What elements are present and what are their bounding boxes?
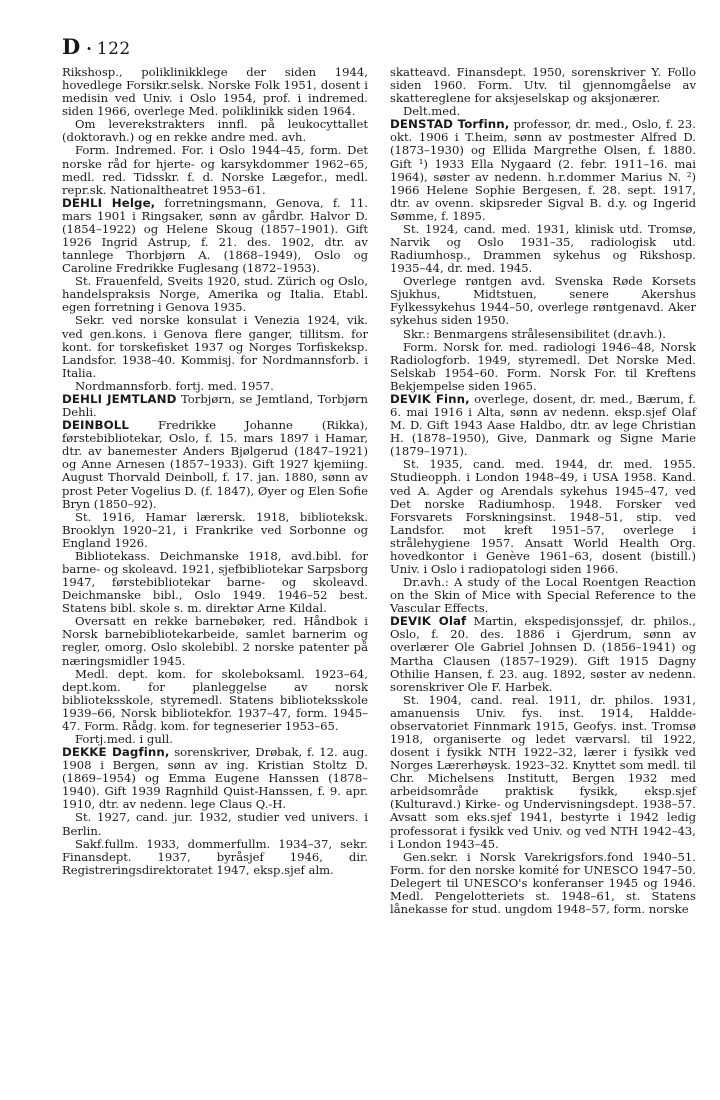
paragraph: Oversatt en rekke barnebøker, red. Håndbok i Norsk barnebibliotekarbeide, samlet barnerim og regler, omorg. Oslo skolebibl. 2 norske patenter på næringsmidler 1945.	[62, 614, 368, 668]
biography-entry	[62, 393, 368, 419]
paragraph: Sakf.fullm. 1933, dommerfullm. 1934–37, sekr. Finansdept. 1937, byråsjef 1946, dir. Registreringsdirektoratet 1947, eksp.sjef alm.	[62, 836, 368, 877]
biography-entry	[390, 615, 696, 693]
paragraph: Form. Indremed. For. i Oslo 1944–45, form. Det norske råd for hjerte- og karsykdommer 1962–65, medl. red. Tidsskr. f. d. Norske Lægefor., medl. repr.sk. Nationaltheatret 1953–61.	[62, 143, 368, 197]
paragraph: Dr.avh.: A study of the Local Roentgen Reaction on the Skin of Mice with Special Reference to the Vascular Effects.	[390, 575, 696, 616]
paragraph: Medl. dept. kom. for skoleboksaml. 1923–64, dept.kom. for planleggelse av norsk biblioteksskole, styremedl. Statens biblioteksskole 1939–66, Norsk bibliotekfor. 1937–47, form. 1945–47. Form. Rådg. kom. for tegneserier 1953–65.	[62, 666, 368, 733]
entry-text: forretningsmann, Genova, f. 11. mars 1901 i Ringsaker, sønn av gårdbr. Halvor D. (1854–1922) og Helene Skoug (1857–1901). Gift 1926 Ingrid Astrup, f. 21. des. 1902, dtr. av tannlege Thorbjørn A. (1868–1949), Oslo og Caroline Fredrikke Fuglesang (1872–1953).	[62, 195, 368, 276]
entry-headword: DENSTAD Torfinn,	[390, 117, 510, 132]
entry-headword: DEHLI JEMTLAND	[62, 391, 177, 406]
entry-headword: DEINBOLL	[62, 418, 129, 433]
entry-text: Martin, ekspedisjonssjef, dr. philos., Oslo, f. 20. des. 1886 i Gjerdrum, sønn av overlærer Ole Gabriel Johnsen D. (1856–1941) og Martha Clausen (1857–1929). Gift 1915 Dagny Othilie Hansen, f. 23. aug. 1892, søster av nedenn. sorenskriver Ole F. Harbek.	[390, 614, 696, 694]
paragraph: St. 1927, cand. jur. 1932, studier ved univers. i Berlin.	[62, 810, 368, 838]
section-letter: D	[62, 34, 81, 59]
header-separator: ·	[86, 39, 92, 58]
entry-headword: DEVIK Olaf	[390, 614, 467, 629]
paragraph: St. 1904, cand. real. 1911, dr. philos. 1931, amanuensis Univ. fys. inst. 1914, Haldde-observatoriet Finnmark 1915, Geofys. inst. Tromsø 1918, organiserte og ledet værvarsl. til 1922, dosent i fysikk NTH 1922–32, lærer i fysikk ved Norges Lærerhøysk. 1923–32. Knyttet som medl. til Chr. Michelsens Institutt, Bergen 1932 med arbeidsområde praktisk fysikk, eksp.sjef (Kulturavd.) Kirke- og Undervisningsdept. 1938–57. Avsatt som eks.sjef 1941, bestyrte i 1942 ledig professorat i fysikk ved Univ. og ved NTH 1942–43, i London 1943–45.	[390, 692, 696, 851]
paragraph: Nordmannsforb. fortj. med. 1957.	[75, 378, 274, 393]
paragraph: St. 1916, Hamar lærersk. 1918, biblioteksk. Brooklyn 1920–21, i Frankrike ved Sorbonne og England 1926.	[62, 509, 368, 550]
page-number: 122	[96, 39, 131, 59]
entry-headword: DEHLI Helge,	[62, 195, 156, 210]
biography-entry	[62, 746, 368, 811]
paragraph: Skr.: Benmargens strålesensibilitet (dr.avh.).	[403, 326, 666, 341]
biography-entry	[62, 419, 368, 511]
page-header	[62, 34, 131, 59]
entry-text: professor, dr. med., Oslo, f. 23. okt. 1906 i T.heim, sønn av postmester Alfred D. (1873–1930) og Ellida Margrethe Olsen, f. 1880. Gift ¹) 1933 Ella Nygaard (2. febr. 1911–16. mai 1964), søster av nedenn. h.r.dommer Marius N. ²) 1966 Helene Sophie Bergesen, f. 28. sept. 1917, dtr. av ovenn. skipsreder Sigval B. d.y. og Ingerid Sømme, f. 1895.	[390, 117, 696, 223]
paragraph: Overlege røntgen avd. Svenska Røde Korsets Sjukhus, Midtstuen, senere Akershus Fylkessykehus 1944–50, overlege røntgenavd. Aker sykehus siden 1950.	[390, 274, 696, 328]
paragraph: St. 1924, cand. med. 1931, klinisk utd. Tromsø, Narvik og Oslo 1931–35, radiologisk utd. Radiumhosp., Drammen sykehus og Rikshosp. 1935–44, dr. med. 1945.	[390, 221, 696, 276]
paragraph: Delt.med.	[403, 104, 461, 119]
continued-paragraph: Rikshosp., poliklinikklege der siden 1944, hovedlege Forsikr.selsk. Norske Folk 1951, dosent i medisin ved Univ. i Oslo 1954, prof. i indremed. siden 1966, overlege Med. poliklinikk siden 1964.	[62, 65, 368, 119]
biography-entry	[390, 393, 696, 458]
entry-headword: DEKKE Dagfinn,	[62, 745, 170, 760]
paragraph: Bibliotekass. Deichmanske 1918, avd.bibl. for barne- og skoleavd. 1921, sjefbibliotekar Sarpsborg 1947, førstebibliotekar barne- og skoleavd. Deichmanske bibl., Oslo 1949. 1946–52 best. Statens bibl. skole s. m. direktør Arne Kildal.	[62, 548, 368, 616]
biography-entry	[390, 118, 696, 223]
paragraph: Gen.sekr. i Norsk Varekrigsfors.fond 1940–51. Form. for den norske komité for UNESCO 1947–50. Delegert til UNESCO's konferanser 1945 og 1946. Medl. Pengelotteriets st. 1948–61, st. Statens lånekasse for stud. ungdom 1948–57, form. norske	[390, 849, 696, 916]
paragraph: Form. Norsk for. med. radiologi 1946–48, Norsk Radiologforb. 1949, styremedl. Det Norske Med. Selskab 1954–60. Form. Norsk For. til Kreftens Bekjempelse siden 1965.	[390, 339, 696, 393]
right-column	[390, 66, 696, 916]
continued-paragraph: skatteavd. Finansdept. 1950, sorenskriver Y. Follo siden 1960. Form. Utv. til gjennomgåelse av skattereglene for aksjeselskap og aksjonærer.	[390, 65, 696, 106]
left-column	[62, 66, 368, 877]
biography-entry	[62, 197, 368, 275]
paragraph: Fortj.med. i gull.	[75, 731, 173, 746]
entry-text: overlege, dosent, dr. med., Bærum, f. 6. mai 1916 i Alta, sønn av nedenn. eksp.sjef Olaf M. D. Gift 1943 Aase Haldbo, dtr. av lege Christian H. (1878–1950), Give, Danmark og Signe Marie (1879–1971).	[390, 391, 696, 459]
entry-text: sorenskriver, Drøbak, f. 12. aug. 1908 i Bergen, sønn av ing. Kristian Stoltz D. (1869–1954) og Emma Eugene Hanssen (1878–1940). Gift 1939 Ragnhild Quist-Hanssen, f. 9. apr. 1910, dtr. av nedenn. lege Claus Q.-H.	[62, 745, 368, 812]
paragraph: St. Frauenfeld, Sveits 1920, stud. Zürich og Oslo, handelspraksis Norge, Amerika og Italia. Etabl. egen forretning i Genova 1935.	[62, 274, 368, 315]
paragraph: Om leverekstrakters innfl. på leukocyttallet (doktoravh.) og en rekke andre med. avh.	[62, 117, 368, 145]
entry-text: Torbjørn, se Jemtland, Torbjørn Dehli.	[62, 391, 368, 420]
entry-headword: DEVIK Finn,	[390, 391, 470, 406]
entry-text: Fredrikke Johanne (Rikka), førstebibliotekar, Oslo, f. 15. mars 1897 i Hamar, dtr. av banemester Anders Bjølgerud (1847–1921) og Anne Arnesen (1857–1933). Gift 1927 kjemiing. August Thorvald Deinboll, f. 17. jan. 1880, sønn av prost Peter Vogelius D. (f. 1847), Øyer og Elen Sofie Bryn (1850–92).	[62, 418, 369, 511]
paragraph: Sekr. ved norske konsulat i Venezia 1924, vik. ved gen.kons. i Genova flere ganger, tillitsm. for kont. for torskefisket 1937 og Norges Torfiskeksp. Landsfor. 1938–40. Kommisj. for Nordmannsforb. i Italia.	[62, 313, 368, 380]
paragraph: St. 1935, cand. med. 1944, dr. med. 1955. Studieopph. i London 1948–49, i USA 1958. Kand. ved A. Agder og Arendals sykehus 1945–47, ved Det norske Radiumhosp. 1948. Forsker ved Forsvarets Forskningsinst. 1948–51, stip. ved Landsfor. mot kreft 1951–57, overlege i strålehygiene 1957. Ansatt World Health Org. hovedkontor i Genève 1961–63, dosent (bistill.) Univ. i Oslo i radiopatologi siden 1966.	[390, 457, 696, 576]
